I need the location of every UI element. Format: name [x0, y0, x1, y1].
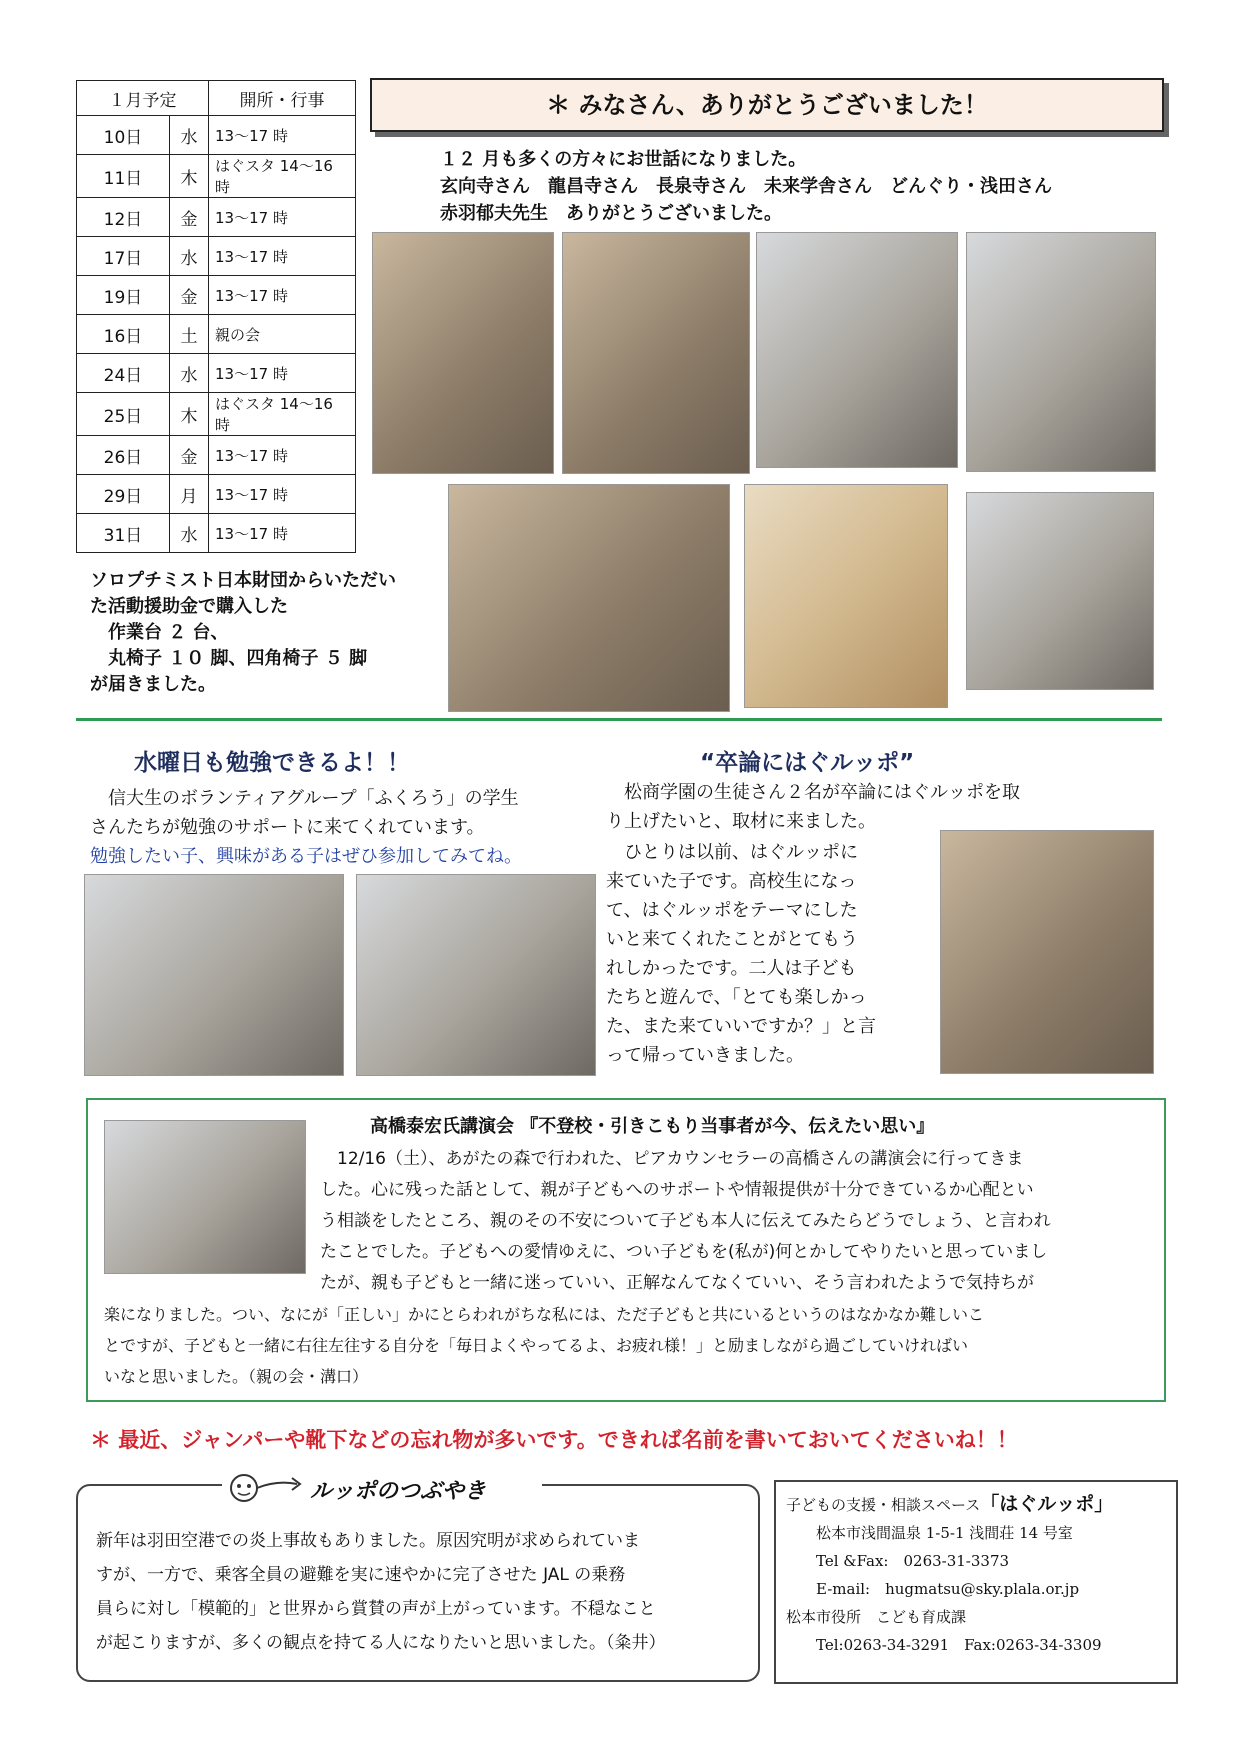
- donation-photo: [562, 232, 750, 474]
- thanks-title: ＊ みなさん、ありがとうございました！: [370, 78, 1164, 132]
- schedule-event: 13～17 時: [209, 276, 356, 315]
- contact-telfax: Tel &Fax: 0263-31-3373: [816, 1552, 1010, 1570]
- schedule-event: 親の会: [209, 315, 356, 354]
- wednesday-text: [90, 784, 610, 871]
- schedule-body: [77, 116, 356, 553]
- thesis-line: 松商学園の生徒さん２名が卒論にはぐルッポを取: [606, 782, 1020, 803]
- schedule-day: 29日: [77, 475, 170, 514]
- lecture-line: とですが、子どもと一緒に右往左往する自分を「毎日よくやってるよ、お疲れ様！」と励ましながら過ごしていければい: [104, 1336, 969, 1355]
- stools-photo: [744, 484, 948, 708]
- thesis-line: って帰っていきました。: [606, 1045, 804, 1066]
- tsubuyaki-title: ルッポのつぶやき: [310, 1479, 487, 1504]
- contact-org-name: 「はぐルッポ」: [980, 1493, 1114, 1515]
- lost-items-notice: ＊ 最近、ジャンパーや靴下などの忘れ物が多いです。できれば名前を書いておいてくださいね！！: [90, 1428, 1018, 1452]
- schedule-row: [77, 475, 356, 514]
- schedule-weekday: 木: [170, 155, 209, 198]
- thanks-text: [440, 146, 1052, 227]
- schedule-weekday: 水: [170, 354, 209, 393]
- food-donation-photo: [756, 232, 958, 468]
- donor-photo: [966, 232, 1156, 472]
- schedule-event: 13～17 時: [209, 475, 356, 514]
- schedule-day: 16日: [77, 315, 170, 354]
- worktable-photo: [448, 484, 730, 712]
- schedule-day: 12日: [77, 198, 170, 237]
- lecture-line: たことでした。子どもへの愛情ゆえに、つい子どもを(私が)何とかしてやりたいと思っていまし: [320, 1242, 1048, 1262]
- schedule-row: [77, 237, 356, 276]
- schedule-day: 31日: [77, 514, 170, 553]
- soroptimist-line: 作業台 ２ 台、: [90, 622, 229, 643]
- thanks-line: １２ 月も多くの方々にお世話になりました。: [440, 149, 807, 170]
- schedule-weekday: 木: [170, 393, 209, 436]
- schedule-day: 26日: [77, 436, 170, 475]
- lecture-line: たが、親も子どもと一緒に迷っていい、正解なんてなくていい、そう言われたようで気持ちが: [320, 1273, 1034, 1293]
- schedule-row: [77, 393, 356, 436]
- schedule-weekday: 金: [170, 436, 209, 475]
- thesis-line: 来ていた子です。高校生になっ: [606, 871, 857, 892]
- soroptimist-line: ソロプチミスト日本財団からいただい: [90, 570, 396, 591]
- contact-city-office: 松本市役所 こども育成課: [786, 1608, 967, 1626]
- thesis-line: いと来てくれたことがとてもう: [606, 929, 858, 950]
- lecture-photo: [104, 1120, 306, 1274]
- schedule-day: 24日: [77, 354, 170, 393]
- schedule-row: [77, 276, 356, 315]
- thesis-line: た、また来ていいですか？」と言: [606, 1016, 876, 1037]
- schedule-weekday: 水: [170, 116, 209, 155]
- schedule-header-events: 開所・行事: [209, 81, 356, 116]
- thesis-text: [606, 778, 1146, 836]
- thanks-line: 赤羽郁夫先生 ありがとうございました。: [440, 203, 782, 224]
- lecture-line: 12/16（土）、あがたの森で行われた、ピアカウンセラーの高橋さんの講演会に行ってきま: [320, 1149, 1024, 1169]
- contact-address: 松本市浅間温泉 1-5-1 浅間荘 14 号室: [816, 1524, 1073, 1542]
- wednesday-heading: 水曜日も勉強できるよ！！: [134, 750, 410, 776]
- schedule-row: [77, 315, 356, 354]
- thesis-line: たちと遊んで、「とても楽しかっ: [606, 987, 867, 1008]
- soroptimist-line: た活動援助金で購入した: [90, 596, 288, 617]
- lecture-line: した。心に残った話として、親が子どもへのサポートや情報提供が十分できているか心配とい: [320, 1180, 1034, 1200]
- lecture-line: いなと思いました。（親の会・溝口）: [104, 1367, 369, 1386]
- contact-org-prefix: 子どもの支援・相談スペース: [786, 1496, 981, 1514]
- schedule-weekday: 金: [170, 198, 209, 237]
- schedule-row: [77, 116, 356, 155]
- schedule-event: 13～17 時: [209, 436, 356, 475]
- schedule-day: 10日: [77, 116, 170, 155]
- schedule-event: 13～17 時: [209, 354, 356, 393]
- lecture-line: 楽になりました。つい、なにが「正しい」かにとらわれがちな私には、ただ子どもと共にいるというのはなかなか難しいこ: [104, 1305, 985, 1324]
- schedule-event: はぐスタ 14～16 時: [209, 393, 356, 436]
- contact-city-tel: Tel:0263-34-3291 Fax:0263-34-3309: [816, 1636, 1102, 1654]
- thesis-line: れしかったです。二人は子ども: [606, 958, 857, 979]
- schedule-day: 19日: [77, 276, 170, 315]
- schedule-weekday: 土: [170, 315, 209, 354]
- thesis-heading: “卒論にはぐルッポ”: [700, 750, 915, 776]
- schedule-table: [76, 80, 356, 553]
- schedule-event: はぐスタ 14～16 時: [209, 155, 356, 198]
- schedule-header-month: １月予定: [77, 81, 209, 116]
- contact-email[interactable]: E-mail: hugmatsu@sky.plala.or.jp: [816, 1580, 1080, 1598]
- tsubuyaki-line: 新年は羽田空港での炎上事故もありました。原因究明が求められていま: [96, 1531, 640, 1551]
- soroptimist-line: 丸椅子 １０ 脚、四角椅子 ５ 脚: [90, 648, 368, 669]
- box-photo: [966, 492, 1154, 690]
- thesis-line: て、はぐルッポをテーマにした: [606, 900, 858, 921]
- lecture-text-bottom: [104, 1299, 1156, 1392]
- thesis-line: ひとりは以前、はぐルッポに: [606, 842, 858, 863]
- tsubuyaki-line: すが、一方で、乗客全員の避難を実に速やかに完了させた JAL の乗務: [96, 1565, 626, 1585]
- schedule-event: 13～17 時: [209, 237, 356, 276]
- schedule-weekday: 金: [170, 276, 209, 315]
- thesis-line: り上げたいと、取材に来ました。: [606, 811, 876, 832]
- thesis-text-narrow: [606, 838, 936, 1070]
- schedule-weekday: 水: [170, 514, 209, 553]
- contact-info: [786, 1490, 1176, 1659]
- schedule-event: 13～17 時: [209, 514, 356, 553]
- schedule-day: 11日: [77, 155, 170, 198]
- donation-photo: [372, 232, 554, 474]
- schedule-event: 13～17 時: [209, 198, 356, 237]
- study-photo: [84, 874, 344, 1076]
- schedule-weekday: 月: [170, 475, 209, 514]
- thanks-line: 玄向寺さん 龍昌寺さん 長泉寺さん 未来学舎さん どんぐり・浅田さん: [440, 176, 1052, 197]
- schedule-row: [77, 436, 356, 475]
- lecture-text-top: [320, 1144, 1156, 1299]
- schedule-event: 13～17 時: [209, 116, 356, 155]
- wednesday-invitation: 勉強したい子、興味がある子はぜひ参加してみてね。: [90, 846, 522, 867]
- schedule-row: [77, 155, 356, 198]
- lecture-line: う相談をしたところ、親のその不安について子ども本人に伝えてみたらどうでしょう、と言われ: [320, 1211, 1051, 1231]
- schedule-row: [77, 514, 356, 553]
- schedule-weekday: 水: [170, 237, 209, 276]
- lecture-title: 高橋泰宏氏講演会 『不登校・引きこもり当事者が今、伝えたい思い』: [370, 1116, 935, 1137]
- section-divider: [76, 718, 1162, 721]
- soroptimist-text: [90, 568, 396, 698]
- schedule-row: [77, 354, 356, 393]
- schedule-header-row: [77, 81, 356, 116]
- tsubuyaki-line: が起こりますが、多くの観点を持てる人になりたいと思いました。（粂井）: [96, 1633, 666, 1653]
- schedule-row: [77, 198, 356, 237]
- wednesday-line: さんたちが勉強のサポートに来てくれています。: [90, 817, 485, 838]
- study-photo: [356, 874, 596, 1076]
- students-photo: [940, 830, 1154, 1074]
- schedule-day: 17日: [77, 237, 170, 276]
- wednesday-line: 信大生のボランティアグループ「ふくろう」の学生: [90, 788, 519, 809]
- schedule-day: 25日: [77, 393, 170, 436]
- contact-org: [786, 1490, 1176, 1519]
- mascot-icon: [222, 1468, 302, 1508]
- soroptimist-line: が届きました。: [90, 674, 216, 695]
- tsubuyaki-text: [96, 1524, 746, 1660]
- tsubuyaki-line: 員らに対し「模範的」と世界から賞賛の声が上がっています。不穏なこと: [96, 1599, 656, 1619]
